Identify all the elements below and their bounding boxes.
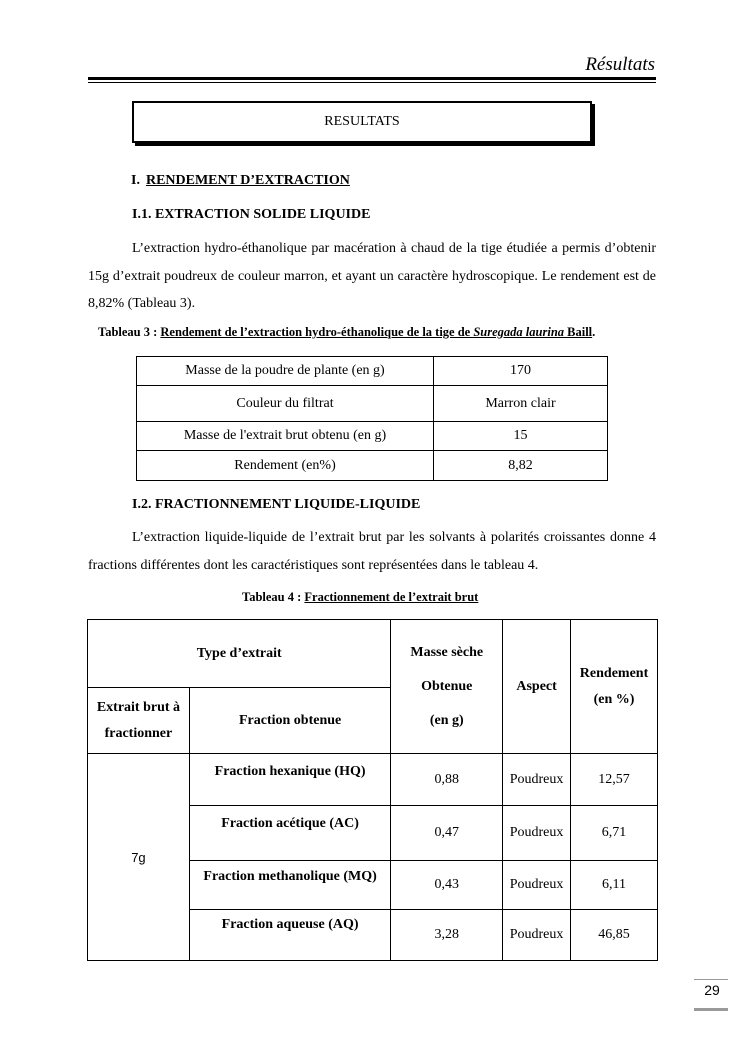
masse-cell: 0,43 [391,861,503,910]
header-rule-thin [88,82,656,83]
table3-value-cell: 8,82 [434,451,608,481]
table3-caption-title: Rendement de l’extraction hydro-éthanolique de la tige de [160,325,474,339]
table3 [136,356,608,481]
extrait-brut-value: 7g [88,754,190,961]
rendement-cell: 6,71 [571,806,658,861]
aspect-cell: Poudreux [503,861,571,910]
header-brut-line1: Extrait brut à [96,699,181,715]
table-row [137,451,608,481]
table-row [137,422,608,451]
chapter-title-box [132,101,592,143]
table3-label-cell: Couleur du filtrat [137,386,434,422]
table4-caption-title: Fractionnement de l’extrait brut [304,590,479,604]
header-rendement-line2: (en %) [593,691,635,707]
header-rendement-line1: Rendement [579,665,649,681]
table-header-row [88,620,658,688]
running-header-title: Résultats [585,54,655,75]
paragraph-extraction: L’extraction hydro-éthanolique par macération à chaud de la tige étudiée a permis d’obtenir 15g d’extrait poudreux de couleur marron, et ayant un caractère hydroscopique. Le rendement est de 8,82% (Tableau 3). [88,241,656,311]
table3-caption-author: Baill [564,325,593,339]
aspect-cell: Poudreux [503,806,571,861]
table3-label-cell: Masse de l'extrait brut obtenu (en g) [137,422,434,451]
page-number-rule-bottom [694,1008,728,1011]
header-fraction-obtenue: Fraction obtenue [189,688,391,754]
masse-cell: 0,88 [391,754,503,806]
page-number: 29 [704,982,720,998]
aspect-cell: Poudreux [503,754,571,806]
chapter-title: RESULTATS [324,114,400,129]
table3-label-cell: Rendement (en%) [137,451,434,481]
fraction-name-cell: Fraction aqueuse (AQ) [189,910,391,961]
rendement-cell: 12,57 [571,754,658,806]
subsection-heading-1: I.1. EXTRACTION SOLIDE LIQUIDE [132,207,371,222]
table3-value-cell: Marron clair [434,386,608,422]
table4-caption [242,590,478,605]
header-extrait-brut [88,688,190,754]
table-row [137,386,608,422]
table4 [87,619,658,961]
table-row [88,754,658,806]
header-masse-line3: (en g) [429,712,464,728]
subsection-heading-2: I.2. FRACTIONNEMENT LIQUIDE-LIQUIDE [132,497,421,512]
page-number-rule-top [694,979,728,980]
header-aspect: Aspect [503,620,571,754]
fraction-name-cell: Fraction methanolique (MQ) [189,861,391,910]
section-heading [131,173,350,189]
table4-caption-prefix: Tableau 4 : [242,590,305,604]
table3-caption-species: Suregada laurina [473,325,565,339]
header-brut-line2: fractionner [104,725,173,741]
rendement-cell: 6,11 [571,861,658,910]
table3-value-cell: 170 [434,357,608,386]
section-number: I. [131,173,140,188]
table3-caption-end: . [592,325,596,339]
fraction-name-cell: Fraction acétique (AC) [189,806,391,861]
header-masse-line1: Masse sèche [410,644,484,660]
paragraph-fractionnement: L’extraction liquide-liquide de l’extrait brut par les solvants à polarités croissantes donne 4 fractions différentes dont les caractéristiques sont représentées dans le tableau 4. [88,530,656,573]
header-masse-line2: Obtenue [421,678,473,694]
masse-cell: 0,47 [391,806,503,861]
header-masse-seche [391,620,503,754]
aspect-cell: Poudreux [503,910,571,961]
rendement-cell: 46,85 [571,910,658,961]
header-rendement [571,620,658,754]
table3-label-cell: Masse de la poudre de plante (en g) [137,357,434,386]
masse-cell: 3,28 [391,910,503,961]
table-row [137,357,608,386]
fraction-name-cell: Fraction hexanique (HQ) [189,754,391,806]
table3-caption-prefix: Tableau 3 : [98,325,161,339]
header-type-extrait: Type d’extrait [88,620,391,688]
header-rule-thick [88,77,656,80]
section-title: RENDEMENT D’EXTRACTION [145,173,350,188]
table3-value-cell: 15 [434,422,608,451]
table3-caption [98,325,595,340]
